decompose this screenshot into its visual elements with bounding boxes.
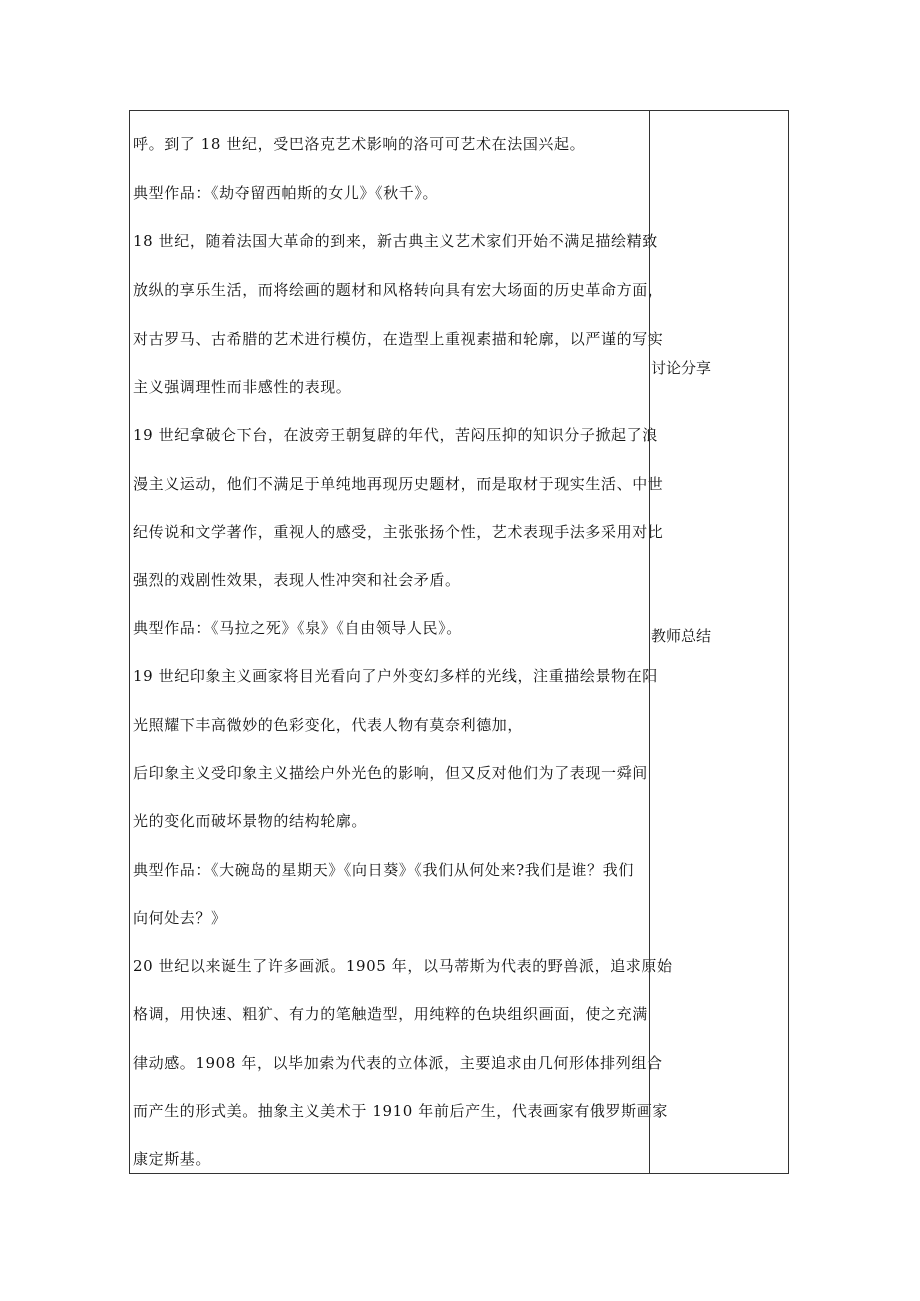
text-line: 18 世纪，随着法国大革命的到来，新古典主义艺术家们开始不满足描绘精致 bbox=[133, 232, 658, 250]
text-line: 19 世纪拿破仑下台，在波旁王朝复辟的年代，苦闷压抑的知识分子掀起了浪 bbox=[133, 426, 658, 444]
text-line: 强烈的戏剧性效果，表现人性冲突和社会矛盾。 bbox=[133, 571, 461, 589]
text-line: 后印象主义受印象主义描绘户外光色的影响，但又反对他们为了表现一舜间 bbox=[133, 764, 648, 782]
text-line: 向何处去？》 bbox=[133, 909, 227, 927]
text-line: 典型作品：《劫夺留西帕斯的女儿》《秋千》。 bbox=[133, 184, 439, 202]
text-line: 康定斯基。 bbox=[133, 1150, 212, 1168]
text-line: 光照耀下丰高微妙的色彩变化，代表人物有莫奈利德加， bbox=[133, 716, 524, 734]
text-line: 20 世纪以来诞生了许多画派。1905 年，以马蒂斯为代表的野兽派，追求原始 bbox=[133, 957, 673, 975]
column-divider bbox=[649, 111, 650, 1173]
text-line: 格调，用快速、粗犷、有力的笔触造型，用纯粹的色块组织画面，使之充满 bbox=[133, 1005, 648, 1023]
text-line: 放纵的享乐生活，而将绘画的题材和风格转向具有宏大场面的历史革命方面， bbox=[133, 281, 664, 299]
discussion-share-label: 讨论分享 bbox=[651, 359, 712, 377]
text-line: 律动感。1908 年，以毕加索为代表的立体派，主要追求由几何形体排列组合 bbox=[133, 1054, 663, 1072]
lesson-table bbox=[129, 110, 789, 1174]
text-line: 而产生的形式美。抽象主义美术于 1910 年前后产生，代表画家有俄罗斯画家 bbox=[133, 1102, 668, 1120]
text-line: 光的变化而破坏景物的结构轮廓。 bbox=[133, 812, 368, 830]
text-line: 典型作品：《大碗岛的星期天》《向日葵》《我们从何处来?我们是谁？我们 bbox=[133, 861, 634, 879]
text-line: 对古罗马、古希腊的艺术进行模仿，在造型上重视素描和轮廓，以严谨的写实 bbox=[133, 330, 664, 348]
text-line: 漫主义运动，他们不满足于单纯地再现历史题材，而是取材于现实生活、中世 bbox=[133, 475, 664, 493]
content-cell bbox=[130, 111, 673, 1173]
text-line: 呼。到了 18 世纪，受巴洛克艺术影响的洛可可艺术在法国兴起。 bbox=[133, 135, 586, 153]
teacher-summary-label: 教师总结 bbox=[651, 627, 712, 645]
text-line: 纪传说和文学著作，重视人的感受，主张张扬个性，艺术表现手法多采用对比 bbox=[133, 523, 664, 541]
text-line: 19 世纪印象主义画家将目光看向了户外变幻多样的光线，注重描绘景物在阳 bbox=[133, 667, 658, 685]
text-line: 典型作品：《马拉之死》《泉》《自由领导人民》。 bbox=[133, 619, 462, 637]
text-line: 主义强调理性而非感性的表现。 bbox=[133, 378, 352, 396]
